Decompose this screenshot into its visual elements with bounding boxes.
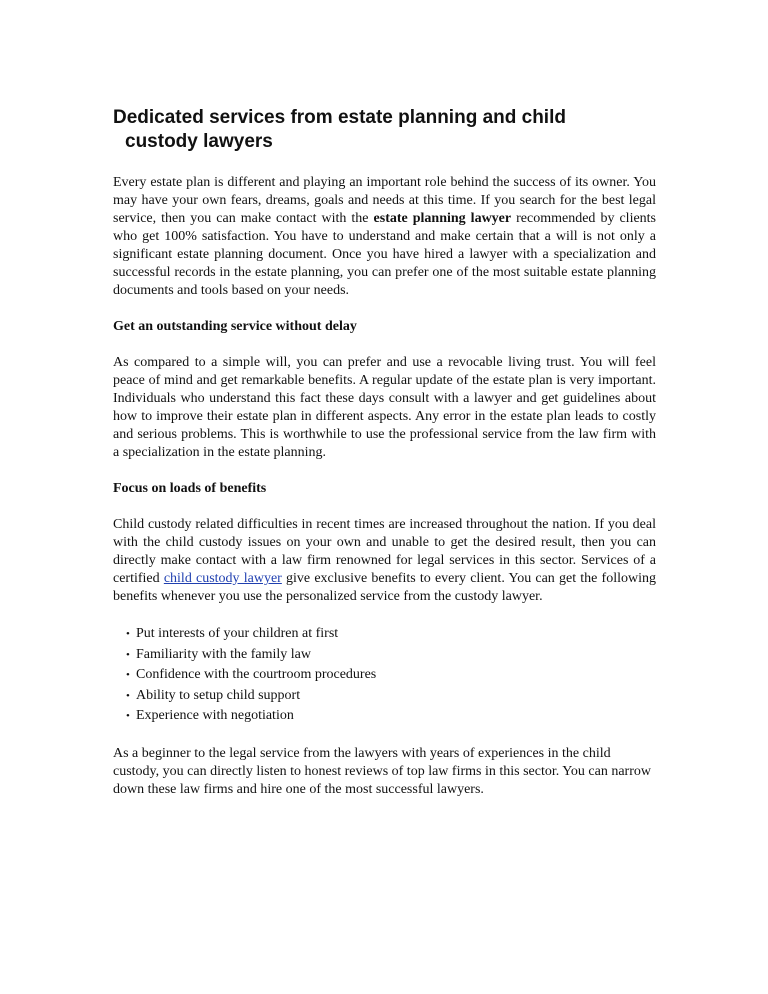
title-line-1: Dedicated services from estate planning and child: [113, 107, 566, 128]
section-1-heading: Get an outstanding service without delay: [113, 319, 357, 334]
section-2-text-1: Child custody related difficulties in recent times are increased throughout the nation. If you deal with the child custody issues on your own and unable to get the desired result, then you can directly make contact with a law firm renowned for legal services in this sector. Services of a certified: [113, 517, 656, 586]
section-1-paragraph: As compared to a simple will, you can prefer and use a revocable living trust. You will feel peace of mind and get remarkable benefits. A regular update of the estate plan is very important. Individuals who understand this fact these days consult with a lawyer and get guidelines about how to improve their estate plan in different aspects. Any error in the estate plan leads to costly and serious problems. This is worthwhile to use the professional service from the law firm with a specialization in the estate planning.: [113, 355, 656, 460]
list-item: [126, 645, 656, 666]
section-2-heading: Focus on loads of benefits: [113, 481, 267, 496]
list-item-text: Familiarity with the family law: [136, 646, 311, 662]
list-item: [126, 624, 656, 645]
intro-text-1: Every estate plan is different and playing an important role behind the success of its owner. You may have your own fears, dreams, goals and needs at this time. If you search for the best legal service, then you can make contact with the: [113, 175, 656, 226]
title-line-2: custody lawyers: [125, 131, 273, 152]
bullet-icon: •: [126, 669, 130, 681]
list-item-text: Put interests of your children at first: [136, 626, 339, 641]
document-page: [113, 106, 656, 817]
intro-text-2: recommended by clients who get 100% satisfaction. You have to understand and make certain that a will is not only a significant estate planning document. Once you have hired a lawyer with a specialization and successful records in the estate planning, you can prefer one of the most suitable estate planning documents and tools based on your needs.: [113, 211, 657, 298]
intro-bold-term: estate planning lawyer: [373, 211, 512, 226]
intro-paragraph: [113, 174, 656, 300]
list-item-text: Confidence with the courtroom procedures: [136, 667, 377, 682]
bullet-icon: •: [126, 689, 130, 702]
child-custody-lawyer-link[interactable]: child custody lawyer: [163, 571, 282, 586]
section-2-paragraph: [113, 516, 656, 606]
list-item: [126, 706, 656, 727]
closing-paragraph: As a beginner to the legal service from the lawyers with years of experiences in the child custody, you can directly listen to honest reviews of top law firms in this sector. You can narrow down these law firms and hire one of the most successful lawyers.: [113, 745, 651, 797]
list-item: [126, 665, 656, 686]
list-item-text: Experience with negotiation: [136, 708, 294, 723]
list-item-text: Ability to setup child support: [136, 687, 301, 703]
benefits-list: [113, 624, 656, 727]
list-item: [126, 686, 656, 707]
bullet-icon: •: [126, 710, 130, 722]
bullet-icon: •: [126, 648, 130, 661]
document-title: [113, 106, 656, 154]
section-2-text-2: give exclusive benefits to every client. You can get the following benefits whenever you use the personalized service from the custody lawyer.: [113, 571, 657, 604]
bullet-icon: •: [126, 628, 130, 640]
